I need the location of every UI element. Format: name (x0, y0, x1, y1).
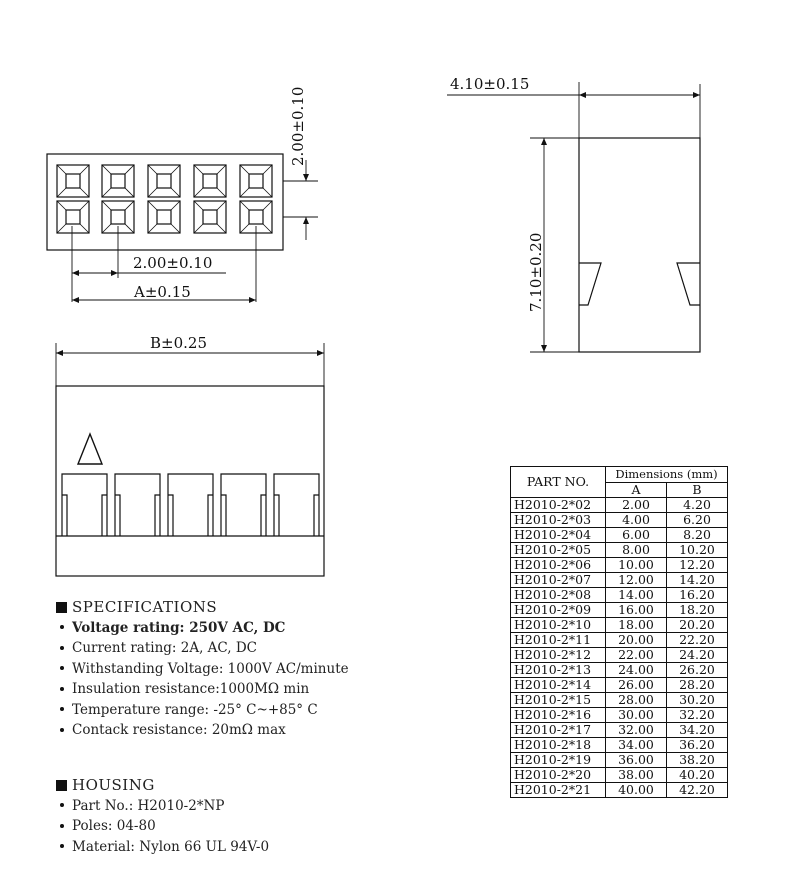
spec-item (56, 700, 349, 721)
part-no-cell: H2010-2*05 (511, 543, 606, 558)
dim-b-cell: 36.20 (667, 738, 728, 753)
dim-b-cell: 18.20 (667, 603, 728, 618)
part-no-cell: H2010-2*18 (511, 738, 606, 753)
front-slots (56, 474, 324, 536)
part-no-header: PART NO. (511, 467, 606, 498)
dim-b-cell: 32.20 (667, 708, 728, 723)
width-label: 4.10±0.15 (450, 75, 530, 93)
part-no-cell: H2010-2*14 (511, 678, 606, 693)
housing-title: HOUSING (72, 776, 155, 794)
table-row (511, 738, 728, 753)
dim-b-cell: 24.20 (667, 648, 728, 663)
part-no-cell: H2010-2*08 (511, 588, 606, 603)
dim-a-cell: 36.00 (606, 753, 667, 768)
col-a-header: A (606, 482, 667, 498)
dim-a-cell: 18.00 (606, 618, 667, 633)
front-slot (62, 474, 107, 536)
heading-square-icon (56, 780, 67, 791)
table-row (511, 693, 728, 708)
housing-item (56, 816, 269, 837)
pin-cell (194, 165, 226, 197)
dim-a-cell: 38.00 (606, 768, 667, 783)
col-b-header: B (667, 482, 728, 498)
height-label: 7.10±0.20 (527, 232, 545, 312)
table-row (511, 573, 728, 588)
pin-cell (148, 165, 180, 197)
part-no-cell: H2010-2*16 (511, 708, 606, 723)
pitch-horizontal-label: 2.00±0.10 (133, 254, 213, 272)
housing-heading (56, 775, 269, 796)
part-no-cell: H2010-2*06 (511, 558, 606, 573)
dim-a-cell: 14.00 (606, 588, 667, 603)
spec-item (56, 659, 349, 680)
dim-a-cell: 4.00 (606, 513, 667, 528)
dim-b-cell: 12.20 (667, 558, 728, 573)
heading-square-icon (56, 602, 67, 613)
bullet-icon (60, 687, 64, 691)
table-row (511, 498, 728, 513)
dim-a-cell: 12.00 (606, 573, 667, 588)
table-row (511, 723, 728, 738)
pitch-vertical-label: 2.00±0.10 (289, 86, 307, 166)
part-no-cell: H2010-2*09 (511, 603, 606, 618)
pin-cell (102, 165, 134, 197)
part-no-cell: H2010-2*15 (511, 693, 606, 708)
table-row (511, 543, 728, 558)
dim-a-cell: 26.00 (606, 678, 667, 693)
spec-item (56, 618, 349, 639)
part-no-cell: H2010-2*04 (511, 528, 606, 543)
dim-b-cell: 30.20 (667, 693, 728, 708)
part-no-cell: H2010-2*10 (511, 618, 606, 633)
dim-b-cell: 22.20 (667, 633, 728, 648)
table-row (511, 618, 728, 633)
spec-current: Current rating: 2A, AC, DC (72, 640, 258, 656)
part-no-cell: H2010-2*20 (511, 768, 606, 783)
table-row (511, 768, 728, 783)
dim-b-cell: 28.20 (667, 678, 728, 693)
pin-cell (57, 165, 89, 197)
front-slot (115, 474, 160, 536)
dim-a-cell: 6.00 (606, 528, 667, 543)
dimensions-header: Dimensions (mm) (606, 467, 728, 483)
bullet-icon (60, 707, 64, 711)
dim-a-cell: 10.00 (606, 558, 667, 573)
housing-item (56, 796, 269, 817)
spec-voltage: Voltage rating: 250V AC, DC (72, 619, 286, 636)
spec-withstanding: Withstanding Voltage: 1000V AC/minute (72, 660, 349, 677)
housing-section (56, 775, 269, 857)
part-no-cell: H2010-2*12 (511, 648, 606, 663)
part-no-cell: H2010-2*07 (511, 573, 606, 588)
dim-b-cell: 10.20 (667, 543, 728, 558)
dim-a-cell: 20.00 (606, 633, 667, 648)
pin-cells (57, 165, 272, 233)
dim-b-cell: 20.20 (667, 618, 728, 633)
table-row (511, 588, 728, 603)
a-dimension-label: A±0.15 (134, 283, 191, 301)
table-row (511, 603, 728, 618)
dim-b-cell: 8.20 (667, 528, 728, 543)
pin1-triangle-mark (78, 434, 102, 464)
dim-b-cell: 42.20 (667, 783, 728, 798)
table-row (511, 558, 728, 573)
table-row (511, 678, 728, 693)
part-no-cell: H2010-2*17 (511, 723, 606, 738)
dim-a-cell: 40.00 (606, 783, 667, 798)
front-slot (274, 474, 319, 536)
dim-b-cell: 4.20 (667, 498, 728, 513)
specifications-section (56, 597, 349, 741)
dim-b-cell: 14.20 (667, 573, 728, 588)
dim-b-cell: 40.20 (667, 768, 728, 783)
spec-insulation: Insulation resistance:1000MΩ min (72, 681, 310, 697)
pin-cell (57, 201, 89, 233)
housing-part-no: Part No.: H2010-2*NP (72, 797, 225, 814)
dim-b-cell: 6.20 (667, 513, 728, 528)
dim-a-cell: 28.00 (606, 693, 667, 708)
bullet-icon (60, 824, 64, 828)
latch-left (579, 263, 601, 305)
table-row (511, 528, 728, 543)
bullet-icon (60, 844, 64, 848)
dim-a-cell: 16.00 (606, 603, 667, 618)
part-no-cell: H2010-2*02 (511, 498, 606, 513)
part-no-cell: H2010-2*03 (511, 513, 606, 528)
spec-item (56, 720, 349, 741)
housing-item (56, 837, 269, 858)
bullet-icon (60, 803, 64, 807)
pin-cell (240, 165, 272, 197)
dim-a-cell: 32.00 (606, 723, 667, 738)
table-row (511, 783, 728, 798)
table-row (511, 708, 728, 723)
front-slot (168, 474, 213, 536)
pin-cell (148, 201, 180, 233)
part-number-table (510, 466, 728, 798)
part-no-cell: H2010-2*11 (511, 633, 606, 648)
part-no-cell: H2010-2*21 (511, 783, 606, 798)
top-view (47, 154, 318, 302)
top-view-outline (47, 154, 283, 250)
b-dimension-label: B±0.25 (150, 334, 207, 352)
dim-b-cell: 38.20 (667, 753, 728, 768)
front-view-outline (56, 386, 324, 576)
dim-b-cell: 34.20 (667, 723, 728, 738)
table-row (511, 753, 728, 768)
dim-a-cell: 34.00 (606, 738, 667, 753)
pin-cell (194, 201, 226, 233)
dim-b-cell: 16.20 (667, 588, 728, 603)
dim-a-cell: 30.00 (606, 708, 667, 723)
dim-a-cell: 24.00 (606, 663, 667, 678)
part-no-cell: H2010-2*13 (511, 663, 606, 678)
dim-a-cell: 8.00 (606, 543, 667, 558)
spec-contact-resistance: Contack resistance: 20mΩ max (72, 722, 286, 738)
specifications-title: SPECIFICATIONS (72, 598, 218, 616)
front-slot (221, 474, 266, 536)
bullet-icon (60, 646, 64, 650)
housing-material: Material: Nylon 66 UL 94V-0 (72, 838, 270, 855)
specifications-heading (56, 597, 349, 618)
bullet-icon (60, 728, 64, 732)
part-no-cell: H2010-2*19 (511, 753, 606, 768)
spec-item (56, 679, 349, 700)
table-row (511, 513, 728, 528)
latch-right (677, 263, 700, 305)
part-table-body (511, 498, 728, 798)
spec-temperature: Temperature range: -25° C~+85° C (72, 701, 318, 718)
table-row (511, 663, 728, 678)
spec-item (56, 638, 349, 659)
table-header-row (511, 467, 728, 483)
housing-poles: Poles: 04-80 (72, 818, 156, 834)
front-view (56, 343, 324, 576)
table-row (511, 633, 728, 648)
bullet-icon (60, 625, 64, 629)
dim-a-cell: 22.00 (606, 648, 667, 663)
side-view (447, 82, 700, 352)
bullet-icon (60, 666, 64, 670)
dim-b-cell: 26.20 (667, 663, 728, 678)
side-view-outline (579, 138, 700, 352)
dim-a-cell: 2.00 (606, 498, 667, 513)
table-row (511, 648, 728, 663)
